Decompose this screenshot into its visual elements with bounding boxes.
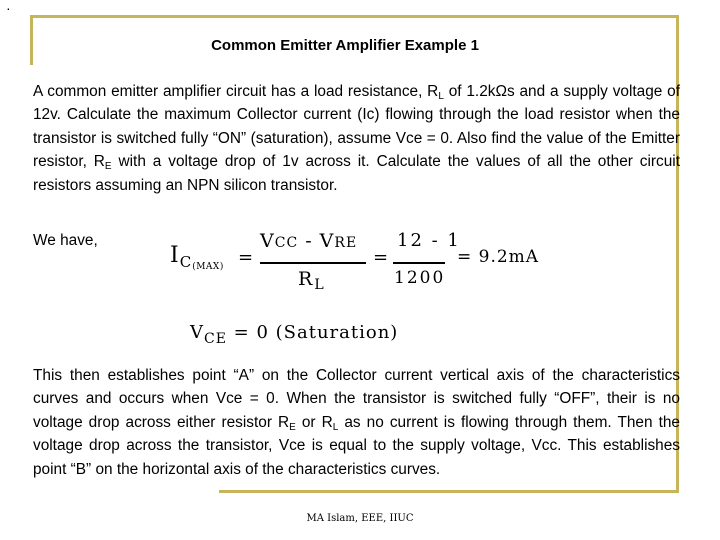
values-numerator: 12 - 1	[397, 230, 461, 251]
fraction-bar-values	[393, 262, 445, 264]
frame-bottom-border	[219, 490, 679, 493]
slide-title: Common Emitter Amplifier Example 1	[211, 37, 479, 54]
values-denominator: 1200	[394, 268, 446, 288]
equals-sign: =	[238, 247, 254, 268]
explanation-paragraph: This then establishes point “A” on the Collector current vertical axis of the characteristics curves and occurs when Vce = 0. When the transistor is switched fully “OFF”, their is no voltage drop across either resistor $R_E$ or $R_L$ as no current is flowing through them. Then the voltage drop across the transistor, Vce is equal to the supply voltage, Vcc. This establishes point “B” on the horizontal axis of the characteristics curves.	[33, 367, 680, 478]
frame-top-border	[30, 15, 676, 18]
ic-max-symbol: $I_{C(MAX)}$	[170, 243, 224, 272]
problem-paragraph: A common emitter amplifier circuit has a load resistance, $R_L$ of 1.2kΩs and a supply voltage of 12v. Calculate the maximum Collector current (Ic) flowing through the load resistor when the transistor is switched fully “ON” (saturation), assume Vce = 0. Also find the value of the Emitter resistor, $R_E$ with a voltage drop of 1v across it. Calculate the values of all the other circuit resistors assuming an NPN silicon transistor.	[33, 83, 681, 194]
formula-denominator: $R_L$	[298, 268, 326, 293]
equation-result: = 9.2mA	[457, 247, 540, 267]
equals-sign-2: =	[373, 247, 389, 268]
slide-footer: MA Islam, EEE, IIUC	[306, 513, 414, 524]
vce-equation: $V_{CE} = 0$ (Saturation)	[190, 322, 399, 347]
slide-marker: ·	[6, 0, 11, 16]
we-have-label: We have,	[33, 232, 98, 249]
formula-numerator: VCC - VRE	[260, 230, 358, 252]
fraction-bar-formula	[260, 262, 366, 264]
